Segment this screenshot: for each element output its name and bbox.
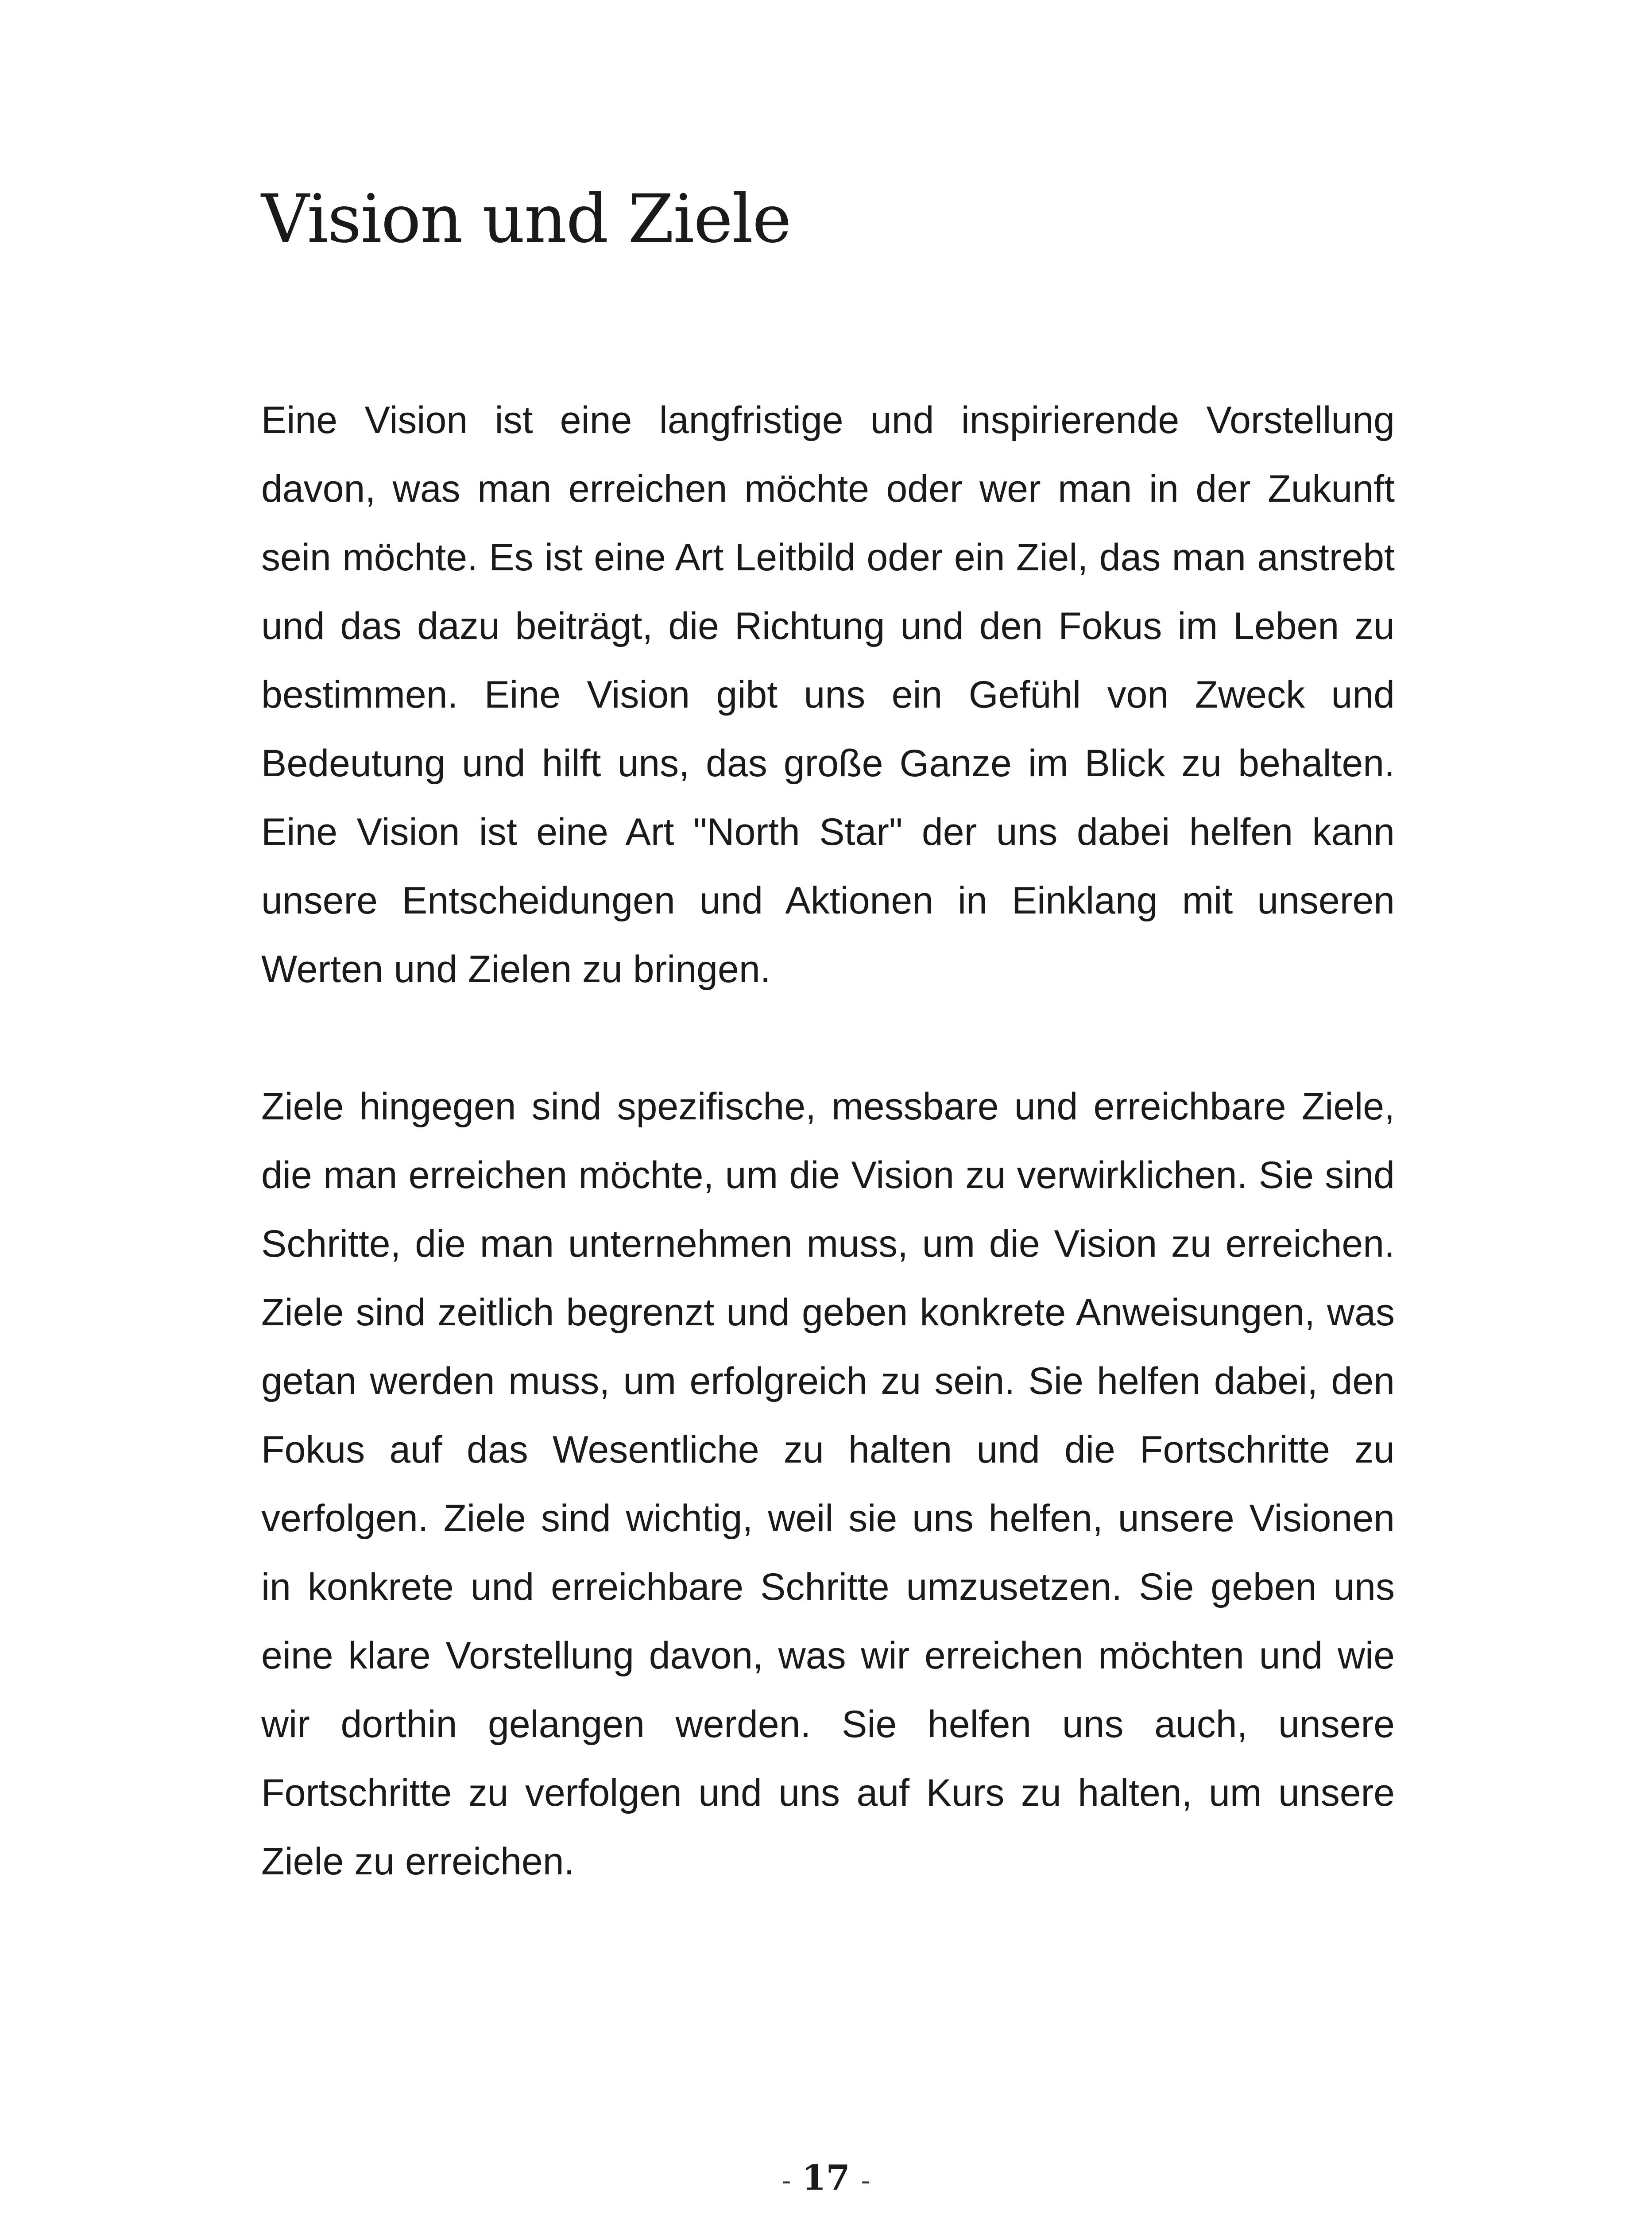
page-number-value: 17 — [802, 2158, 850, 2198]
page-title: Vision und Ziele — [261, 181, 791, 258]
page-number — [0, 2158, 1652, 2198]
paragraph-vision: Eine Vision ist eine langfristige und inspirierende Vorstellung davon, was man erreichen möchte oder wer man in der Zukunft sein möchte. Es ist eine Art Leitbild oder ein Ziel, das man anstrebt und das dazu beiträgt, die Richtung und den Fokus im Leben zu bestimmen. Eine Vision gibt uns ein Gefühl von Zweck und Bedeutung und hilft uns, das große Ganze im Blick zu behalten. Eine Vision ist eine Art "North Star" der uns dabei helfen kann unsere Entscheidungen und Aktionen in Einklang mit unseren Werten und Zielen zu bringen. — [261, 399, 1395, 991]
page-number-prefix: - — [782, 2165, 791, 2196]
page-number-suffix: - — [861, 2165, 870, 2196]
paragraph-ziele: Ziele hingegen sind spezifische, messbare und erreichbare Ziele, die man erreichen möchte, um die Vision zu verwirklichen. Sie sind Schritte, die man unternehmen muss, um die Vision zu erreichen. Ziele sind zeitlich begrenzt und geben konkrete Anweisungen, was getan werden muss, um erfolgreich zu sein. Sie helfen dabei, den Fokus auf das Wesentliche zu halten und die Fortschritte zu verfolgen. Ziele sind wichtig, weil sie uns helfen, unsere Visionen in konkrete und erreichbare Schritte umzusetzen. Sie geben uns eine klare Vorstellung davon, was wir erreichen möchten und wie wir dorthin gelangen werden. Sie helfen uns auch, unsere Fortschritte zu verfolgen und uns auf Kurs zu halten, um unsere Ziele zu erreichen. — [261, 1085, 1395, 1883]
